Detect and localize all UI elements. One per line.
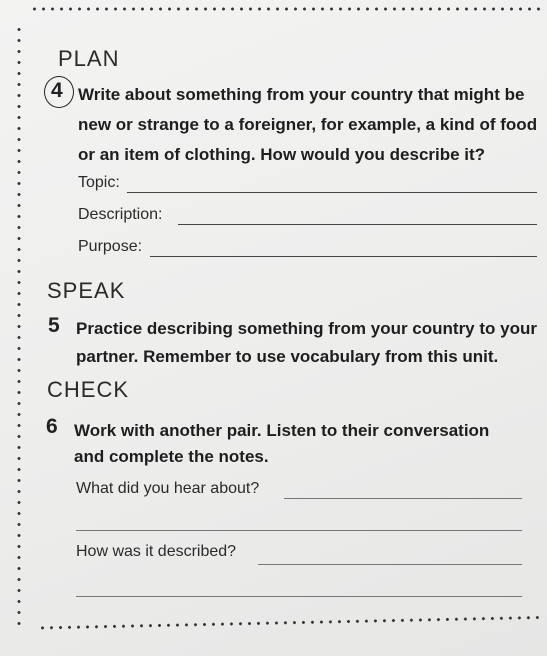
question-described-answer-line-2[interactable] [76,596,522,597]
plan-task-line-3: or an item of clothing. How would you describe it? [78,145,486,164]
question-heard-label: What did you hear about? [76,480,260,497]
speak-task-number: 5 [48,314,60,337]
purpose-answer-line[interactable] [150,256,537,257]
plan-task-line-1: Write about something from your country that might be [78,85,525,104]
topic-label: Topic: [78,174,120,191]
plan-task-number: 4 [51,79,63,102]
dotted-border-left [17,24,21,628]
purpose-label: Purpose: [78,238,143,255]
question-heard-answer-line-2[interactable] [76,530,522,531]
description-answer-line[interactable] [178,224,537,225]
plan-task-line-2: new or strange to a foreigner, for example, a kind of food [78,115,538,134]
description-label: Description: [78,206,163,223]
speak-task-line-1: Practice describing something from your country to your [76,319,537,338]
question-described-answer-line[interactable] [258,564,522,565]
check-task-line-2: and complete the notes. [74,447,269,466]
speak-heading: SPEAK [47,278,126,303]
question-heard-answer-line[interactable] [284,498,522,499]
check-task-number: 6 [46,415,58,438]
question-described-label: How was it described? [76,543,237,560]
check-heading: CHECK [47,377,130,402]
speak-task-line-2: partner. Remember to use vocabulary from this unit. [76,347,499,366]
dotted-border-bottom [38,616,539,630]
check-task-line-1: Work with another pair. Listen to their conversation [74,421,490,440]
topic-answer-line[interactable] [127,192,537,193]
plan-heading: PLAN [58,46,120,71]
dotted-border-top [30,7,543,11]
